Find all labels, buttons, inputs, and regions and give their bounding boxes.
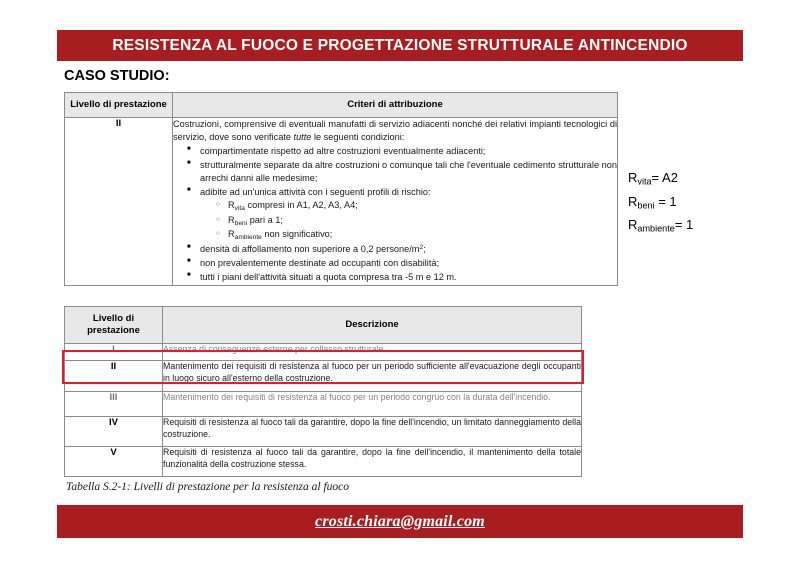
description-cell: Assenza di conseguenze esterne per collasso strutturale [163,343,582,360]
list-item: ■ tutti i piani dell'attività situati a quota compresa tra -5 m e 12 m. [187,271,617,284]
slide-footer-bar [57,505,743,538]
table-row [65,343,582,360]
list-item: ○ $R_{ambiente}$ non significativo; [216,228,617,242]
column-header-description: Descrizione [163,307,582,344]
description-cell: Mantenimento dei requisiti di resistenza al fuoco per un periodo sufficiente all'evacuazione degli occupanti in luogo sicuro all'esterno della costruzione. [163,360,582,391]
risk-profile-sublist [200,199,617,242]
r-beni-value: $R_{beni} = 1$ [628,193,677,211]
criteria-bullet-list [173,145,617,284]
list-item: ■ strutturalmente separate da altre costruzioni o comunque tali che l'eventuale cedimento strutturale non arrechi danni alle medesime; [187,159,617,185]
list-item: ■ non prevalentemente destinate ad occupanti con disabilità; [187,257,617,270]
description-cell: Requisiti di resistenza al fuoco tali da garantire, dopo la fine dell'incendio, un limitato danneggiamento della costruzione. [163,416,582,446]
column-header-level: Livello di prestazione [65,307,163,344]
criteria-table [64,92,618,286]
list-item: ■ densità di affollamento non superiore a 0,2 persone/$m^2$; [187,243,617,256]
description-cell: Requisiti di resistenza al fuoco tali da garantire, dopo la fine dell'incendio, il mantenimento della totale funzionalità della costruzione stessa. [163,446,582,476]
list-item: ■ compartimentate rispetto ad altre costruzioni eventualmente adiacenti; [187,145,617,158]
list-item-label: adibite ad un'unica attività con i seguenti profili di rischio: [200,187,431,198]
description-cell: Mantenimento dei requisiti di resistenza al fuoco per un periodo congruo con la durata dell'incendio. [163,391,582,416]
level-cell: II [65,360,163,391]
table-row [65,416,582,446]
column-header-level: Livello di prestazione [65,93,173,118]
r-vita-value: $R_{vita}= A2$ [628,170,678,187]
risk-profile-values [628,167,693,238]
table-caption: Tabella S.2-1: Livelli di prestazione per la resistenza al fuoco [66,481,350,493]
list-item [187,186,617,242]
level-cell: IV [65,416,163,446]
table-header-row [65,93,618,118]
table-row [65,446,582,476]
criteria-intro: Costruzioni, comprensive di eventuali manufatti di servizio adiacenti nonché dei relativi impianti tecnologici di servizio, dove sono verificate tutte le seguenti condizioni: [173,118,617,142]
section-label: CASO STUDIO: [64,68,170,84]
page-title: RESISTENZA AL FUOCO E PROGETTAZIONE STRUTTURALE ANTINCENDIO [112,36,688,54]
level-cell: III [65,391,163,416]
table-row [65,391,582,416]
level-cell: V [65,446,163,476]
r-ambiente-value: $R_{ambiente}= 1$ [628,217,694,234]
contact-email[interactable]: crosti.chiara@gmail.com [315,512,485,530]
table-row [65,360,582,391]
list-item: ○ $R_{beni}$ pari a 1; [216,214,617,228]
list-item: ○ $R_{vita}$ compresi in A1, A2, A3, A4; [216,199,617,213]
column-header-criteria: Criteri di attribuzione [173,93,618,118]
level-cell: II [65,117,173,285]
table-row [65,117,618,285]
slide-title-bar [57,30,743,61]
table-header-row [65,307,582,344]
criteria-cell [173,117,618,285]
level-cell: I [65,343,163,360]
performance-levels-table [64,306,582,477]
